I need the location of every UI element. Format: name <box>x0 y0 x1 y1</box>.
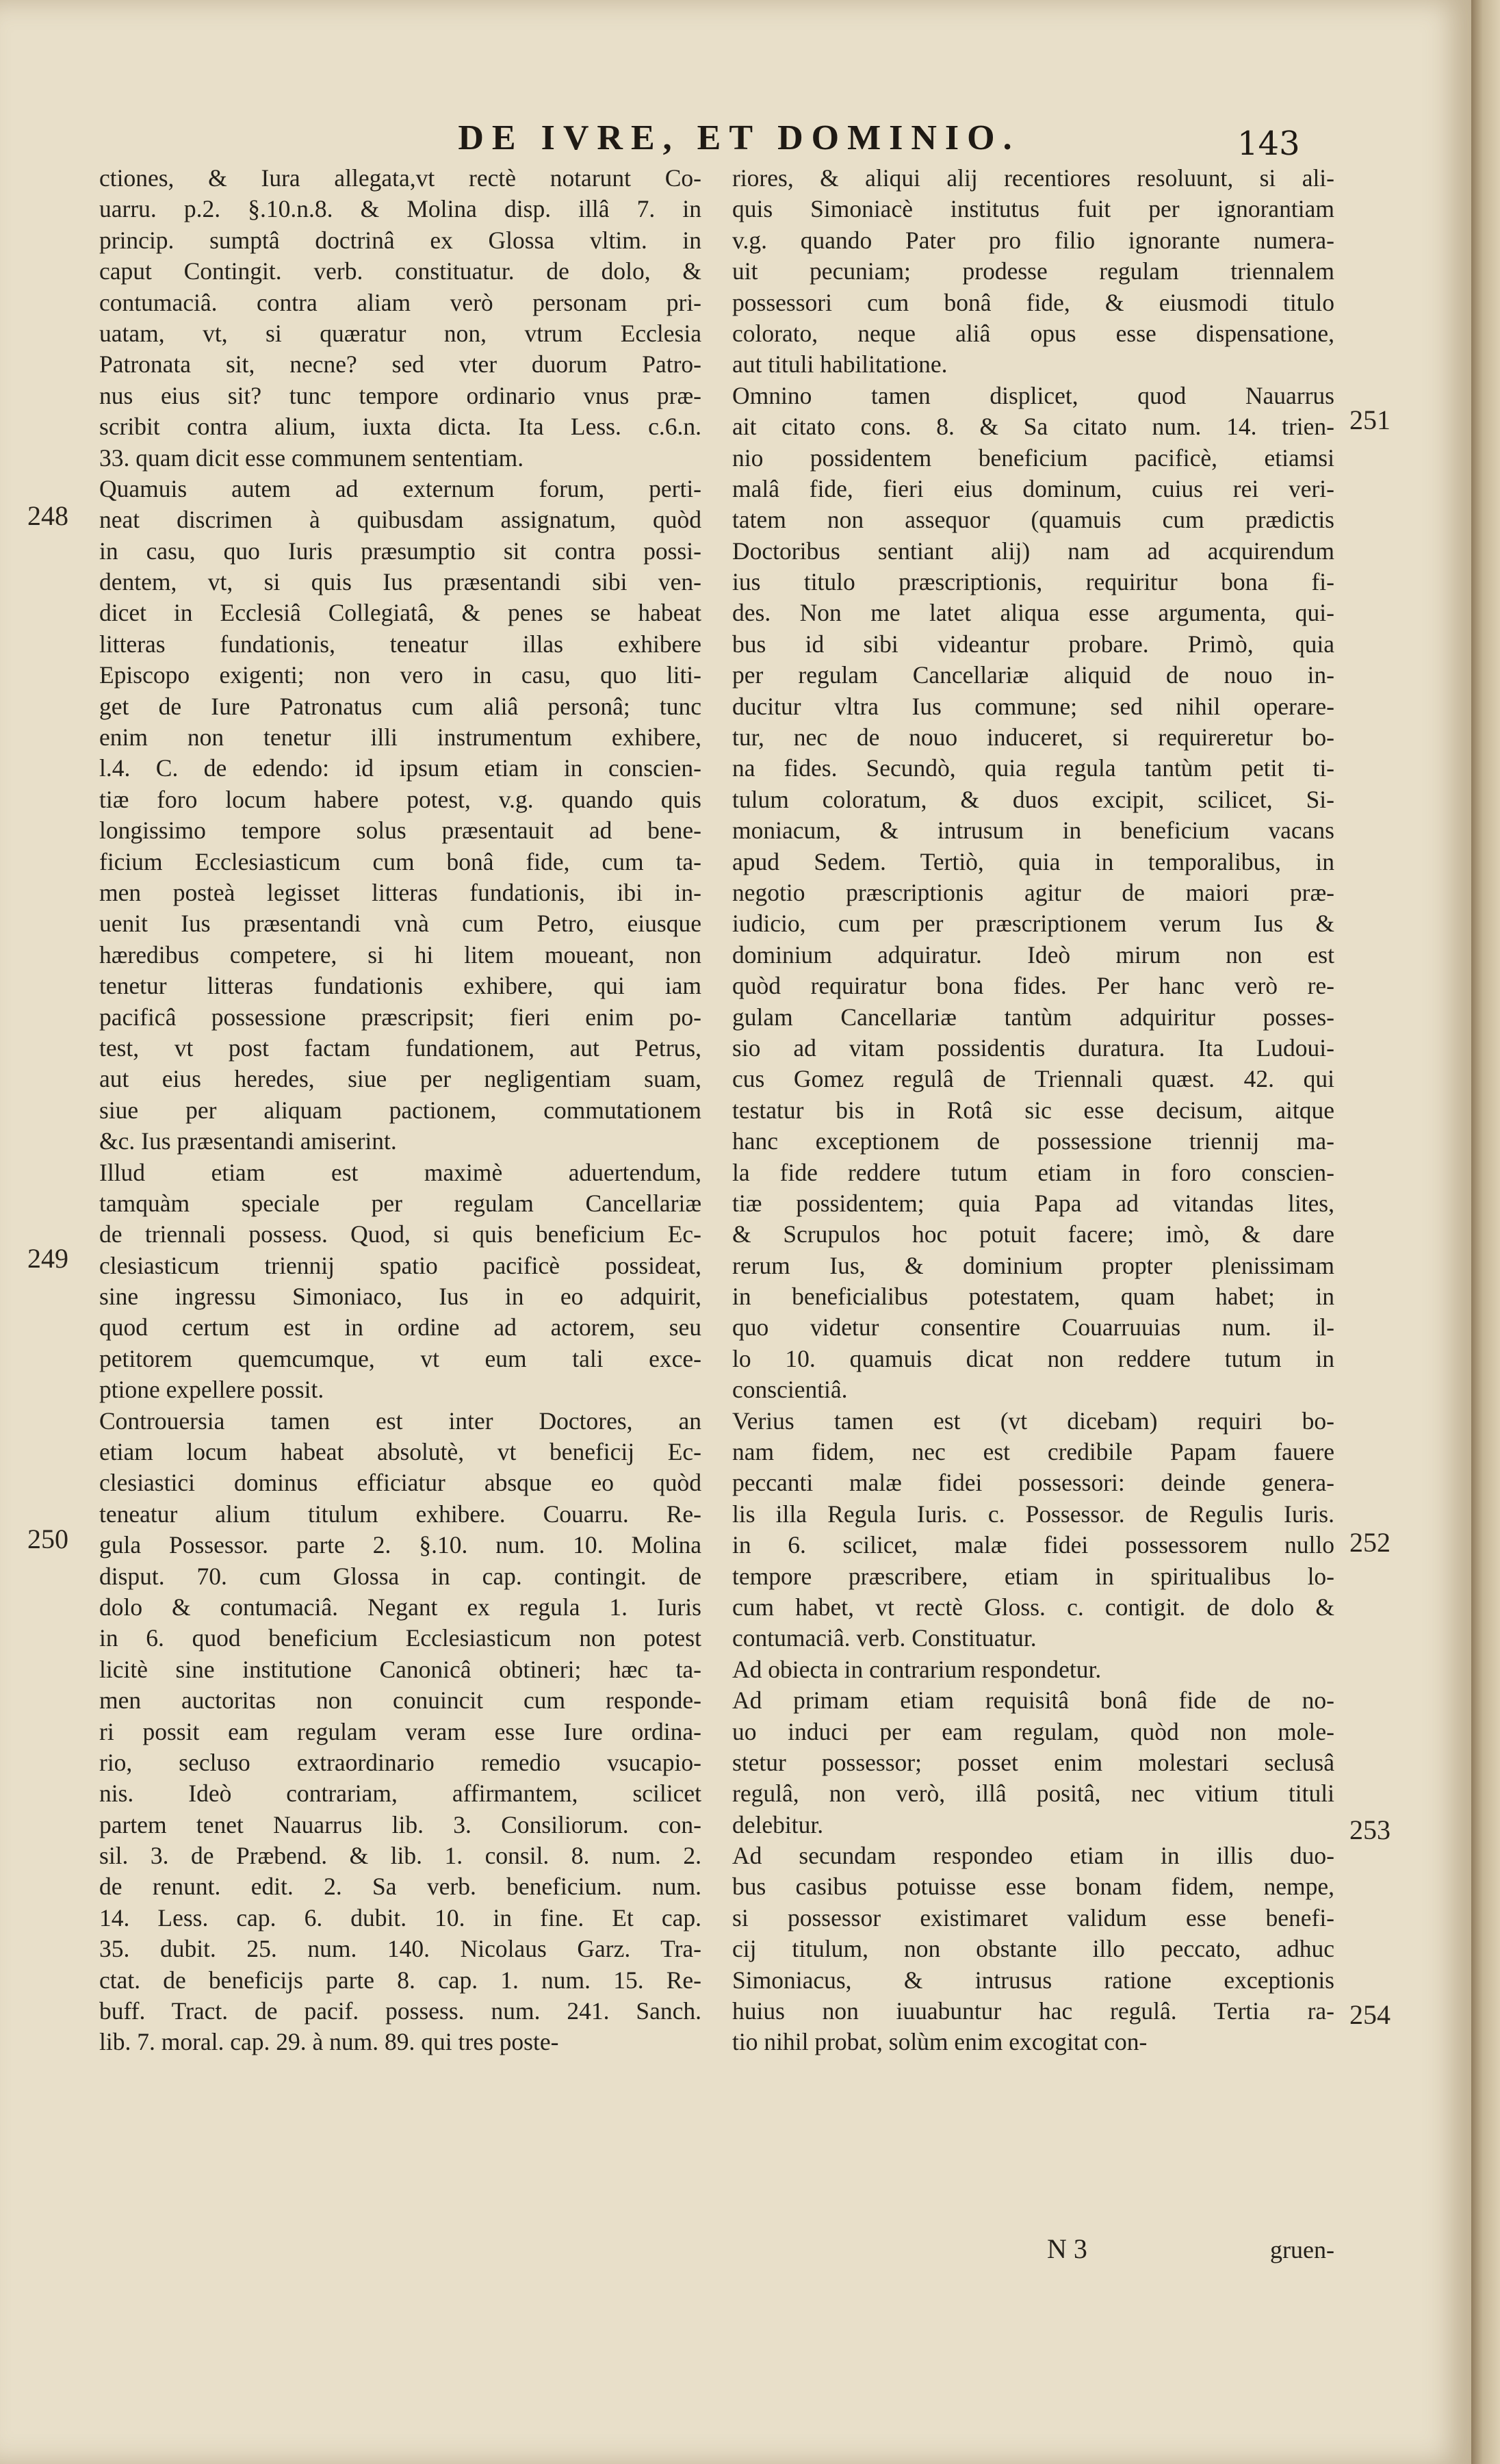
right-text-column <box>732 163 1334 2058</box>
text-line: nus eius sit? tunc tempore ordinario vnus præ- <box>99 381 701 409</box>
text-line: tempore præscribere, etiam in spiritualibus lo- <box>732 1562 1334 1590</box>
text-line: aut eius heredes, siue per negligentiam suam, <box>99 1065 701 1093</box>
text-line: & Scrupulos hoc potuit facere; imò, & dare <box>732 1220 1334 1248</box>
text-line: dentem, vt, si quis Ius præsentandi sibi ven- <box>99 568 701 596</box>
text-line: &c. Ius præsentandi amiserint. <box>99 1127 397 1155</box>
text-line: v.g. quando Pater pro filio ignorante numera- <box>732 226 1334 254</box>
text-line: siue per aliquam pactionem, commutationem <box>99 1096 701 1124</box>
text-line: ri possit eam regulam veram esse Iure ordina- <box>99 1717 701 1745</box>
text-line: ait citato cons. 8. & Sa citato num. 14. trien- <box>732 413 1334 441</box>
text-line: la fide reddere tutum etiam in foro conscien- <box>732 1158 1334 1186</box>
text-line: men posteà legisset litteras fundationis, ibi in- <box>99 878 701 906</box>
text-line: petitorem quemcumque, vt eum tali exce- <box>99 1344 701 1372</box>
text-line: contumaciâ. verb. Constituatur. <box>732 1624 1037 1652</box>
page-number: 143 <box>1237 125 1300 163</box>
text-line: des. Non me latet aliqua esse argumenta, qui- <box>732 599 1334 627</box>
page-edge <box>1471 0 1500 2464</box>
text-line: princip. sumptâ doctrinâ ex Glossa vltim. in <box>99 226 701 254</box>
text-line: per regulam Cancellariæ aliquid de nouo in- <box>732 661 1334 689</box>
text-line: dominium adquiratur. Ideò mirum non est <box>732 940 1334 968</box>
text-line: men auctoritas non conuincit cum responde- <box>99 1686 701 1715</box>
text-line: apud Sedem. Tertiò, quia in temporalibus, in <box>732 847 1334 875</box>
text-line: Episcopo exigenti; non vero in casu, quo liti- <box>99 661 701 689</box>
text-line: in beneficialibus potestatem, quam habet; in <box>732 1283 1334 1311</box>
text-line: Patronata sit, necne? sed vter duorum Patro- <box>99 350 701 378</box>
text-line: test, vt post factam fundationem, aut Petrus, <box>99 1034 701 1062</box>
page-header <box>0 110 1471 164</box>
text-line: Ad primam etiam requisitâ bonâ fide de no- <box>732 1686 1334 1715</box>
running-title: DE IVRE, ET DOMINIO. <box>458 118 1020 157</box>
text-line: lis illa Regula Iuris. c. Possessor. de Regulis Iuris. <box>732 1500 1334 1528</box>
text-line: colorato, neque aliâ opus esse dispensatione, <box>732 319 1334 347</box>
text-line: dicet in Ecclesiâ Collegiatâ, & penes se habeat <box>99 599 701 627</box>
text-line: 35. dubit. 25. num. 140. Nicolaus Garz. Tra- <box>99 1935 701 1963</box>
text-line: quod certum est in ordine ad actorem, seu <box>99 1313 701 1342</box>
text-line: possessori cum bonâ fide, & eiusmodi titulo <box>732 288 1334 316</box>
text-line: clesiastici dominus efficiatur absque eo quòd <box>99 1469 701 1497</box>
text-line: ctat. de beneficijs parte 8. cap. 1. num. 15. Re- <box>99 1966 701 1994</box>
text-line: de renunt. edit. 2. Sa verb. beneficium. num. <box>99 1873 701 1901</box>
text-line: hæredibus competere, si hi litem moueant, non <box>99 940 701 968</box>
text-line: aut tituli habilitatione. <box>732 350 948 378</box>
text-line: rerum Ius, & dominium propter plenissimam <box>732 1251 1334 1279</box>
text-line: cum habet, vt rectè Gloss. c. contigit. de dolo & <box>732 1593 1334 1621</box>
text-line: iudicio, cum per præscriptionem verum Ius & <box>732 910 1334 938</box>
text-line: neat discrimen à quibusdam assignatum, quòd <box>99 506 701 534</box>
text-line: bus id sibi videantur probare. Primò, quia <box>732 630 1334 658</box>
catchword: gruen- <box>1270 2236 1334 2263</box>
text-line: tulum coloratum, & duos excipit, scilicet, Si- <box>732 785 1334 813</box>
margin-number-248: 248 <box>27 500 68 531</box>
text-line: get de Iure Patronatus cum aliâ personâ; tunc <box>99 692 701 720</box>
text-line: cij titulum, non obstante illo peccato, adhuc <box>732 1935 1334 1963</box>
text-line: etiam locum habeat absolutè, vt beneficij Ec- <box>99 1438 701 1466</box>
text-line: peccanti malæ fidei possessori: deinde genera- <box>732 1469 1334 1497</box>
text-line: negotio præscriptionis agitur de maiori præ- <box>732 878 1334 906</box>
text-line: ficium Ecclesiasticum cum bonâ fide, cum ta- <box>99 847 701 875</box>
text-line: uo induci per eam regulam, quòd non mole- <box>732 1717 1334 1745</box>
text-line: ptione expellere possit. <box>99 1376 324 1404</box>
text-line: cus Gomez regulâ de Triennali quæst. 42. qui <box>732 1065 1334 1093</box>
text-line: clesiasticum triennij spatio pacificè possideat, <box>99 1251 701 1279</box>
margin-number-252: 252 <box>1349 1527 1391 1558</box>
text-line: litteras fundationis, teneatur illas exhibere <box>99 630 701 658</box>
margin-number-254: 254 <box>1349 1999 1391 2030</box>
text-line: ducitur vltra Ius commune; sed nihil operare- <box>732 692 1334 720</box>
text-line: uit pecuniam; prodesse regulam triennalem <box>732 257 1334 285</box>
text-line: bus casibus potuisse esse bonam fidem, nempe, <box>732 1873 1334 1901</box>
text-line: longissimo tempore solus præsentauit ad bene- <box>99 817 701 845</box>
page-footer <box>732 2233 1334 2274</box>
text-line: dolo & contumaciâ. Negant ex regula 1. Iuris <box>99 1593 701 1621</box>
text-line: Illud etiam est maximè aduertendum, <box>99 1158 701 1186</box>
margin-number-251: 251 <box>1349 405 1391 435</box>
text-line: scribit contra alium, iuxta dicta. Ita Less. c.6.n. <box>99 413 701 441</box>
text-line: tatem non assequor (quamuis cum prædictis <box>732 506 1334 534</box>
text-line: Simoniacus, & intrusus ratione exceptionis <box>732 1966 1334 1994</box>
text-line: hanc exceptionem de possessione triennij ma- <box>732 1127 1334 1155</box>
text-line: partem tenet Nauarrus lib. 3. Consiliorum. con- <box>99 1810 701 1838</box>
text-line: 33. quam dicit esse communem sententiam. <box>99 444 524 472</box>
text-line: nis. Ideò contrariam, affirmantem, scilicet <box>99 1780 701 1808</box>
text-line: lib. 7. moral. cap. 29. à num. 89. qui tres poste- <box>99 2028 559 2056</box>
left-text-column <box>99 163 701 2058</box>
text-line: Controuersia tamen est inter Doctores, an <box>99 1407 701 1435</box>
text-line: Doctoribus sentiant alij) nam ad acquirendum <box>732 537 1334 565</box>
text-line: tur, nec de nouo induceret, si requireretur bo- <box>732 723 1334 752</box>
text-line: sine ingressu Simoniaco, Ius in eo adquirit, <box>99 1283 701 1311</box>
text-line: licitè sine institutione Canonicâ obtineri; hæc ta- <box>99 1655 701 1683</box>
text-line: testatur bis in Rotâ sic esse decisum, aitque <box>732 1096 1334 1124</box>
text-line: caput Contingit. verb. constituatur. de dolo, & <box>99 257 701 285</box>
text-line: in 6. quod beneficium Ecclesiasticum non potest <box>99 1624 701 1652</box>
text-line: stetur possessor; posset enim molestari seclusâ <box>732 1748 1334 1776</box>
text-line: conscientiâ. <box>732 1376 848 1404</box>
text-line: sio ad vitam possidentis duratura. Ita Ludoui- <box>732 1034 1334 1062</box>
text-line: Quamuis autem ad externum forum, perti- <box>99 474 701 502</box>
text-line: tamquàm speciale per regulam Cancellariæ <box>99 1189 701 1217</box>
text-line: uatam, vt, si quæratur non, vtrum Ecclesia <box>99 319 701 347</box>
text-line: de triennali possess. Quod, si quis beneficium Ec- <box>99 1220 701 1248</box>
text-line: Verius tamen est (vt dicebam) requiri bo- <box>732 1407 1334 1435</box>
signature-mark: N 3 <box>1047 2233 1087 2264</box>
text-line: tiæ possidentem; quia Papa ad vitandas lites, <box>732 1189 1334 1217</box>
text-line: malâ fide, fieri eius dominum, cuius rei veri- <box>732 474 1334 502</box>
text-line: quis Simoniacè institutus fuit per ignorantiam <box>732 195 1334 223</box>
text-line: riores, & aliqui alij recentiores resoluunt, si ali- <box>732 164 1334 192</box>
text-line: gulam Cancellariæ tantùm adquiritur posses- <box>732 1003 1334 1031</box>
text-line: gula Possessor. parte 2. §.10. num. 10. Molina <box>99 1531 701 1559</box>
text-line: huius non iuuabuntur hac regulâ. Tertia ra- <box>732 1997 1334 2025</box>
text-line: tiæ foro locum habere potest, v.g. quando quis <box>99 785 701 813</box>
text-line: quo videtur consentire Couarruuias num. il- <box>732 1313 1334 1342</box>
text-line: delebitur. <box>732 1810 824 1838</box>
text-line: in 6. scilicet, malæ fidei possessorem nullo <box>732 1531 1334 1559</box>
text-line: lo 10. quamuis dicat non reddere tutum in <box>732 1344 1334 1372</box>
text-line: disput. 70. cum Glossa in cap. contingit. de <box>99 1562 701 1590</box>
text-line: quòd requiratur bona fides. Per hanc verò re- <box>732 972 1334 1000</box>
text-line: Omnino tamen displicet, quod Nauarrus <box>732 381 1334 409</box>
margin-number-253: 253 <box>1349 1814 1391 1845</box>
text-line: uarru. p.2. §.10.n.8. & Molina disp. illâ 7. in <box>99 195 701 223</box>
margin-number-250: 250 <box>27 1524 68 1554</box>
text-line: in casu, quo Iuris præsumptio sit contra possi- <box>99 537 701 565</box>
margin-number-249: 249 <box>27 1243 68 1274</box>
text-line: 14. Less. cap. 6. dubit. 10. in fine. Et cap. <box>99 1903 701 1932</box>
text-line: Ad obiecta in contrarium respondetur. <box>732 1655 1102 1683</box>
text-line: tenetur litteras fundationis exhibere, qui iam <box>99 972 701 1000</box>
text-line: sil. 3. de Præbend. & lib. 1. consil. 8. num. 2. <box>99 1842 701 1870</box>
text-line: ctiones, & Iura allegata,vt rectè notarunt Co- <box>99 164 701 192</box>
text-line: enim non tenetur illi instrumentum exhibere, <box>99 723 701 752</box>
text-line: Ad secundam respondeo etiam in illis duo- <box>732 1842 1334 1870</box>
text-line: tio nihil probat, solùm enim excogitat con- <box>732 2028 1148 2056</box>
text-line: regulâ, non verò, illâ positâ, nec vitium tituli <box>732 1780 1334 1808</box>
text-line: buff. Tract. de pacif. possess. num. 241. Sanch. <box>99 1997 701 2025</box>
text-line: si possessor existimaret validum esse benefi- <box>732 1903 1334 1932</box>
text-line: nam fidem, nec est credibile Papam fauere <box>732 1438 1334 1466</box>
text-line: contumaciâ. contra aliam verò personam pri- <box>99 288 701 316</box>
text-line: nio possidentem beneficium pacificè, etiamsi <box>732 444 1334 472</box>
text-line: na fides. Secundò, quia regula tantùm petit ti- <box>732 754 1334 782</box>
text-line: teneatur alium titulum exhibere. Couarru. Re- <box>99 1500 701 1528</box>
text-line: ius titulo præscriptionis, requiritur bona fi- <box>732 568 1334 596</box>
text-line: uenit Ius præsentandi vnà cum Petro, eiusque <box>99 910 701 938</box>
text-line: l.4. C. de edendo: id ipsum etiam in conscien- <box>99 754 701 782</box>
text-line: moniacum, & intrusum in beneficium vacans <box>732 817 1334 845</box>
text-line: rio, secluso extraordinario remedio vsucapio- <box>99 1748 701 1776</box>
text-line: pacificâ possessione præscripsit; fieri enim po- <box>99 1003 701 1031</box>
